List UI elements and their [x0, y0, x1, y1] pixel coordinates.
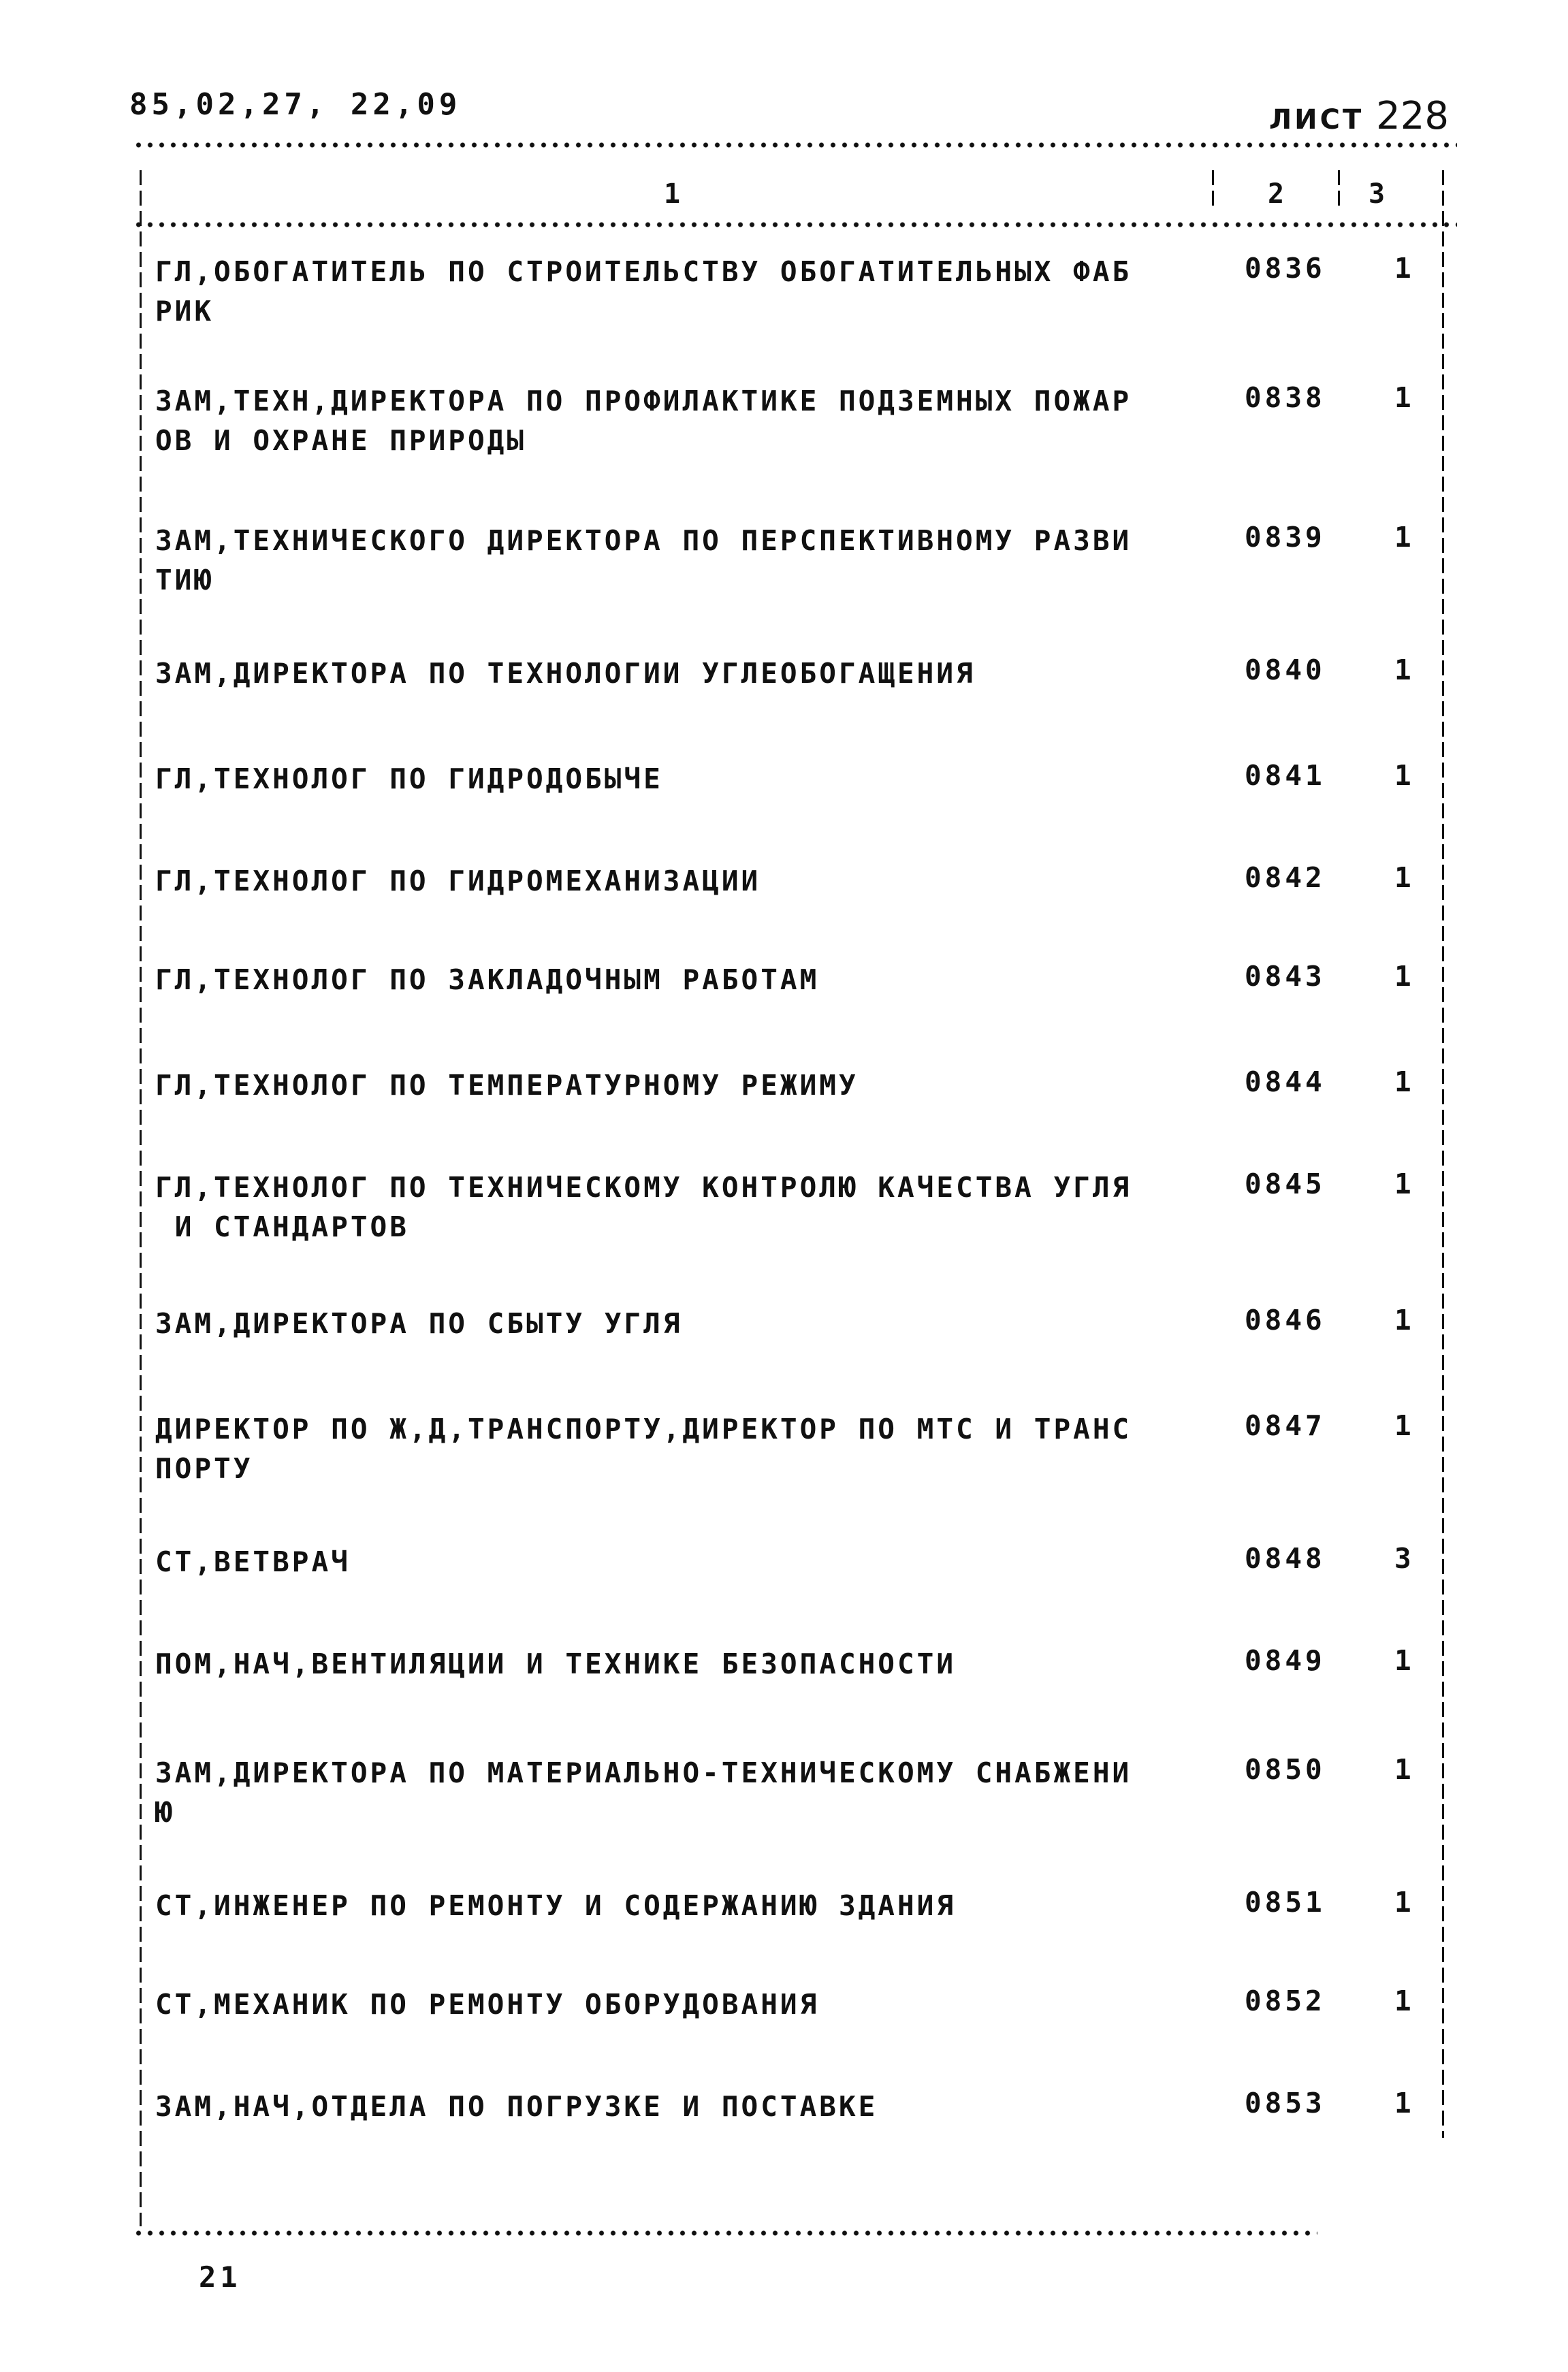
right-border [1442, 170, 1444, 2138]
position-title: ГЛ,ТЕХНОЛОГ ПО ГИДРОМЕХАНИЗАЦИИ [155, 865, 761, 897]
left-border [140, 170, 142, 2226]
position-code: 0844 [1245, 1065, 1326, 1098]
position-code: 0845 [1245, 1168, 1326, 1200]
position-code: 0853 [1245, 2087, 1326, 2119]
position-title: ЗАМ,ДИРЕКТОРА ПО ТЕХНОЛОГИИ УГЛЕОБОГАЩЕНИЯ [155, 657, 976, 690]
column-header-2: 2 [1268, 178, 1285, 210]
position-count: 1 [1394, 1168, 1411, 1200]
position-count: 1 [1394, 1886, 1411, 1919]
position-code: 0849 [1245, 1644, 1326, 1677]
position-title: ГЛ,ТЕХНОЛОГ ПО ТЕХНИЧЕСКОМУ КОНТРОЛЮ КАЧЕСТВА УГЛЯ И СТАНДАРТОВ [155, 1171, 1132, 1243]
position-count: 1 [1394, 1985, 1411, 2017]
position-title: ЗАМ,НАЧ,ОТДЕЛА ПО ПОГРУЗКЕ И ПОСТАВКЕ [155, 2090, 878, 2123]
position-code: 0847 [1245, 1409, 1326, 1442]
position-code: 0838 [1245, 381, 1326, 414]
position-count: 1 [1394, 861, 1411, 894]
position-count: 1 [1394, 1644, 1411, 1677]
position-code: 0843 [1245, 960, 1326, 993]
position-code: 0846 [1245, 1304, 1326, 1336]
position-code: 0851 [1245, 1886, 1326, 1919]
column-header-3: 3 [1369, 178, 1386, 210]
position-count: 1 [1394, 960, 1411, 993]
sheet-label: ЛИСТ [1268, 104, 1364, 135]
position-code: 0842 [1245, 861, 1326, 894]
col-divider-2 [1338, 170, 1340, 211]
header-rule [133, 221, 1457, 228]
position-count: 1 [1394, 1753, 1411, 1786]
position-title: ЗАМ,ТЕХНИЧЕСКОГО ДИРЕКТОРА ПО ПЕРСПЕКТИВНОМУ РАЗВИ ТИЮ [155, 524, 1132, 596]
position-title: СТ,ИНЖЕНЕР ПО РЕМОНТУ И СОДЕРЖАНИЮ ЗДАНИЯ [155, 1889, 957, 1922]
position-count: 1 [1394, 381, 1411, 414]
bottom-rule [133, 2230, 1317, 2237]
position-title: ГЛ,ТЕХНОЛОГ ПО ГИДРОДОБЫЧЕ [155, 763, 663, 795]
column-header-1: 1 [664, 178, 681, 210]
document-date: 85,02,27, 22,09 [129, 87, 462, 122]
col-divider-1 [1212, 170, 1214, 211]
position-title: СТ,МЕХАНИК ПО РЕМОНТУ ОБОРУДОВАНИЯ [155, 1988, 820, 2021]
position-count: 1 [1394, 521, 1411, 554]
position-title: ЗАМ,ДИРЕКТОРА ПО МАТЕРИАЛЬНО-ТЕХНИЧЕСКОМУ СНАБЖЕНИ Ю [155, 1757, 1132, 1829]
position-count: 1 [1394, 1304, 1411, 1336]
position-count: 1 [1394, 252, 1411, 285]
position-code: 0850 [1245, 1753, 1326, 1786]
position-code: 0836 [1245, 252, 1326, 285]
position-count: 1 [1394, 1409, 1411, 1442]
page-footer-number: 21 [199, 2260, 242, 2294]
position-code: 0841 [1245, 759, 1326, 792]
sheet-value: 228 [1376, 94, 1449, 138]
position-code: 0839 [1245, 521, 1326, 554]
sheet-number [1269, 94, 1449, 138]
position-title: СТ,ВЕТВРАЧ [155, 1545, 351, 1578]
position-code: 0840 [1245, 654, 1326, 686]
position-code: 0852 [1245, 1985, 1326, 2017]
position-title: ГЛ,ТЕХНОЛОГ ПО ЗАКЛАДОЧНЫМ РАБОТАМ [155, 963, 820, 996]
position-count: 1 [1394, 759, 1411, 792]
position-title: ГЛ,ТЕХНОЛОГ ПО ТЕМПЕРАТУРНОМУ РЕЖИМУ [155, 1069, 859, 1102]
position-count: 3 [1394, 1542, 1411, 1575]
top-rule [133, 142, 1457, 148]
position-title: ЗАМ,ТЕХН,ДИРЕКТОРА ПО ПРОФИЛАКТИКЕ ПОДЗЕМНЫХ ПОЖАР ОВ И ОХРАНЕ ПРИРОДЫ [155, 385, 1132, 457]
position-count: 1 [1394, 654, 1411, 686]
position-count: 1 [1394, 1065, 1411, 1098]
position-count: 1 [1394, 2087, 1411, 2119]
position-title: ДИРЕКТОР ПО Ж,Д,ТРАНСПОРТУ,ДИРЕКТОР ПО МТС И ТРАНС ПОРТУ [155, 1413, 1132, 1485]
position-title: ПОМ,НАЧ,ВЕНТИЛЯЦИИ И ТЕХНИКЕ БЕЗОПАСНОСТИ [155, 1648, 957, 1680]
position-title: ЗАМ,ДИРЕКТОРА ПО СБЫТУ УГЛЯ [155, 1307, 683, 1340]
position-title: ГЛ,ОБОГАТИТЕЛЬ ПО СТРОИТЕЛЬСТВУ ОБОГАТИТЕЛЬНЫХ ФАБ РИК [155, 255, 1132, 327]
position-code: 0848 [1245, 1542, 1326, 1575]
